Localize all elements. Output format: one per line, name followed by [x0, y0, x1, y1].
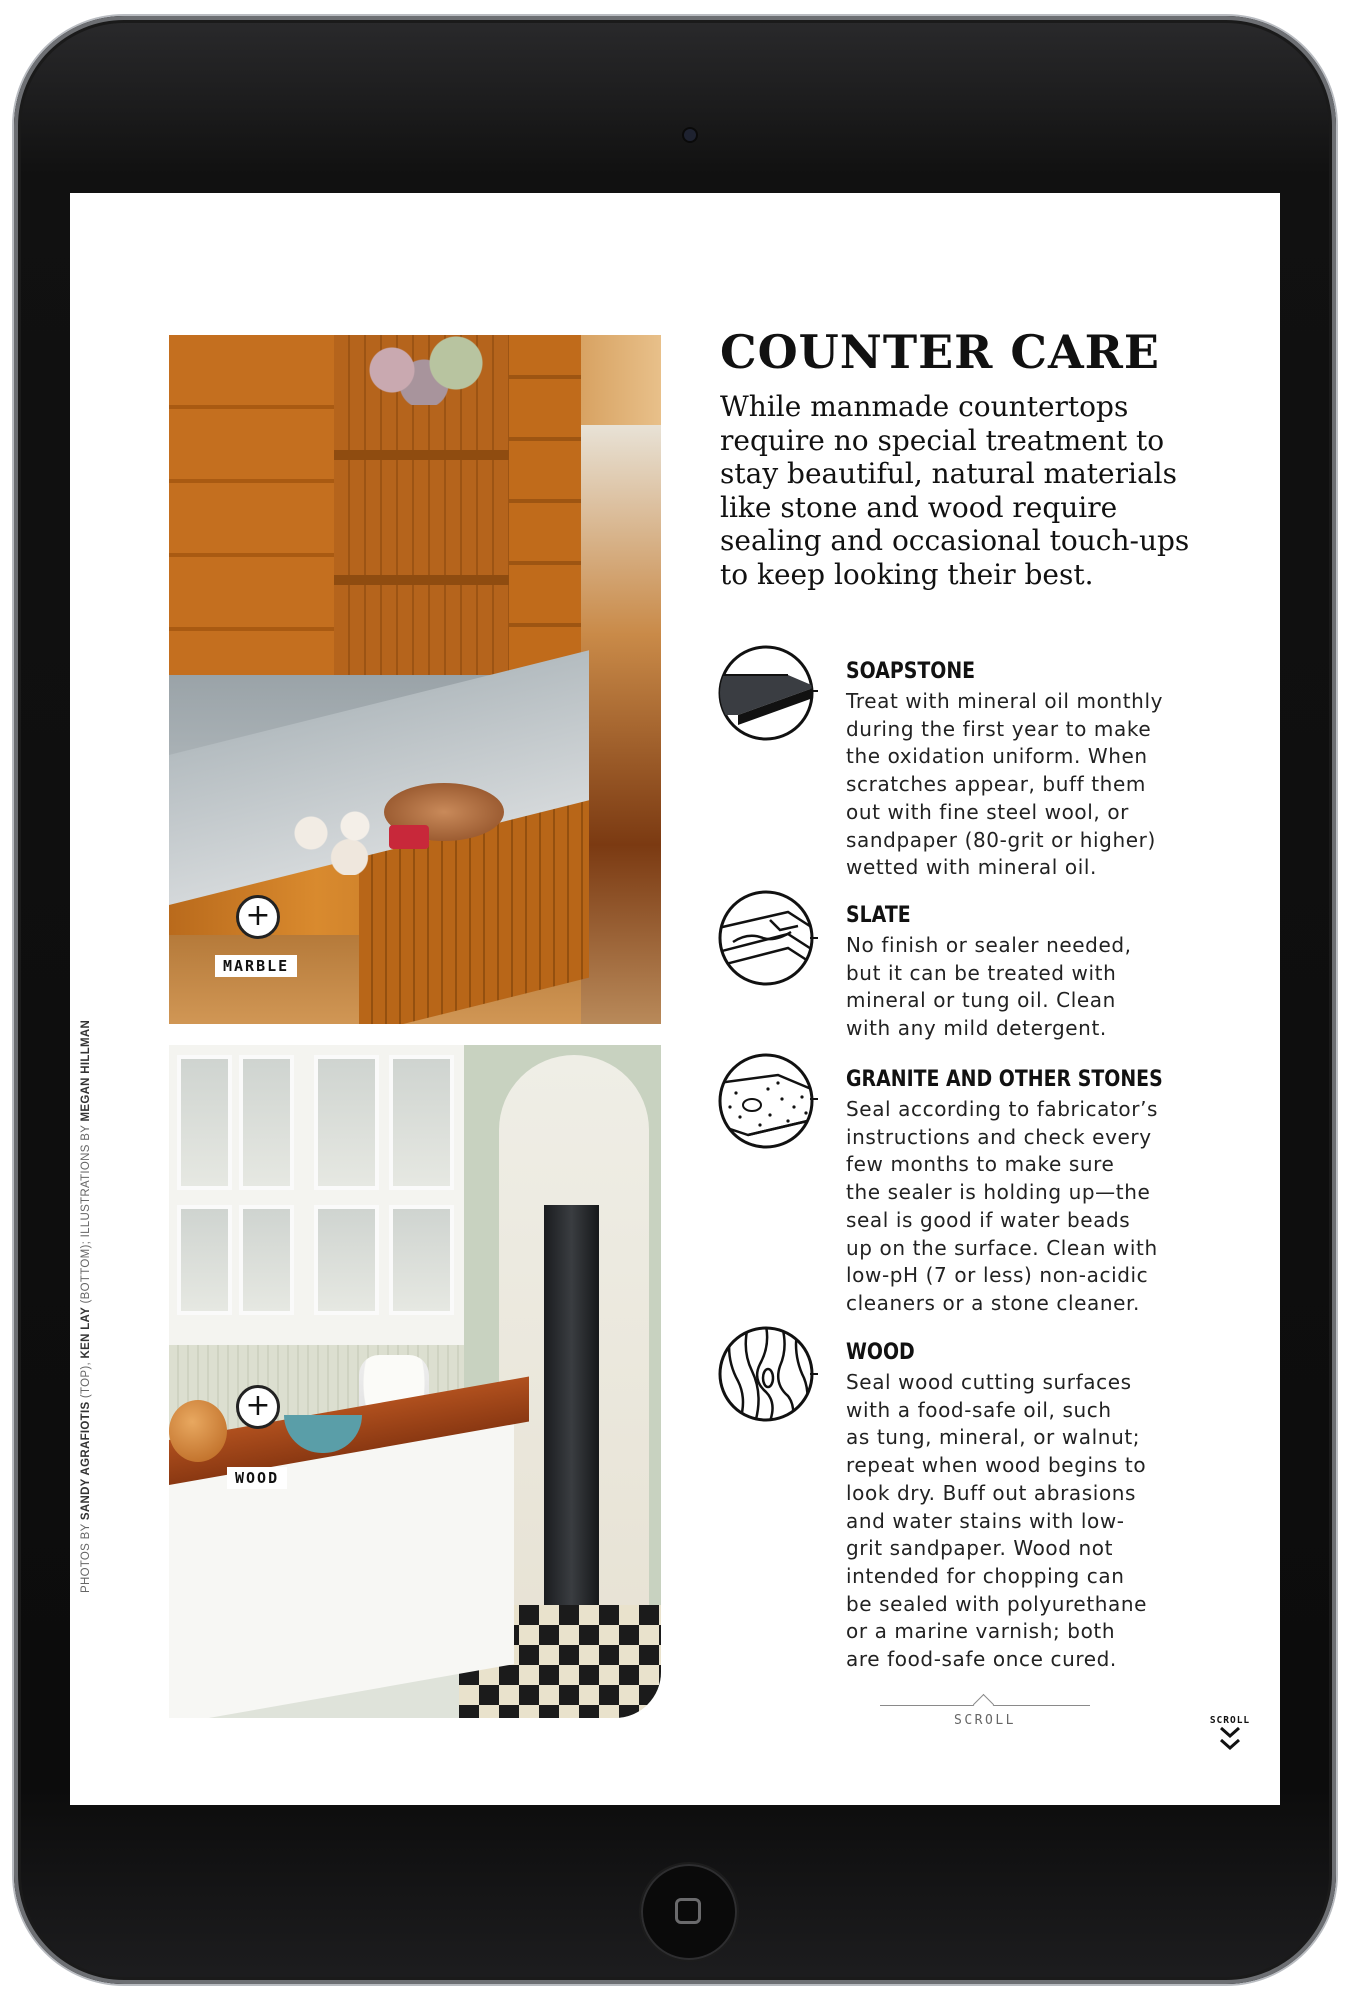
magazine-page — [70, 193, 1280, 1805]
caret-up-icon — [973, 1694, 994, 1715]
home-square-icon — [675, 1898, 701, 1924]
granite-text: Seal according to fabricator’s instructions and check every few months to make sure the sealer is holding up—the seal is good if water beads up on the surface. Clean with low-pH (7 or less) non-acidic cleaners or a stone cleaner. — [846, 1097, 1159, 1315]
marble-label: MARBLE — [215, 955, 297, 977]
scroll-label: SCROLL — [954, 1713, 1016, 1728]
slate-heading: SLATE — [846, 903, 911, 928]
photo-credit: PHOTOS BY SANDY AGRAFIOTIS (TOP), KEN LAY (BOTTOM); ILLUSTRATIONS BY MEGAN HILLMAN — [80, 1019, 92, 1593]
wood-plus-button[interactable]: + — [236, 1385, 280, 1429]
wood-text: Seal wood cutting surfaces with a food-safe oil, such as tung, mineral, or walnut; repeat when wood begins to look dry. Buff out abrasions and water stains with low- grit sandpaper. Wood not intended for chopping can be sealed with polyurethane or a marine varnish; both are food-safe once cured. — [846, 1370, 1148, 1672]
wood-grain-icon — [718, 1326, 818, 1426]
wood-label: WOOD — [227, 1467, 287, 1489]
scroll-button-label: SCROLL — [1209, 1715, 1251, 1726]
slate-text: No finish or sealer needed, but it can be treated with mineral or tung oil. Clean with any mild detergent. — [846, 933, 1132, 1041]
wood-heading: WOOD — [846, 1340, 915, 1365]
chevron-down-icon — [1219, 1738, 1241, 1750]
chevron-down-icon — [1219, 1726, 1241, 1738]
front-camera — [684, 129, 696, 141]
marble-kitchen-photo — [169, 335, 661, 1024]
soapstone-text: Treat with mineral oil monthly during the first year to make the oxidation uniform. When scratches appear, buff them out with fine steel wool, or sandpaper (80-grit or higher) wetted with mineral oil. — [846, 689, 1164, 880]
granite-heading: GRANITE AND OTHER STONES — [846, 1067, 1163, 1092]
marble-plus-button[interactable]: + — [236, 895, 280, 939]
scroll-indicator[interactable] — [880, 1693, 1090, 1733]
granite-icon — [718, 1053, 818, 1153]
scroll-button[interactable] — [1205, 1715, 1255, 1765]
soapstone-icon — [718, 645, 818, 745]
slate-icon — [718, 890, 818, 990]
page-title: COUNTER CARE — [720, 325, 1160, 379]
wood-kitchen-photo — [169, 1045, 661, 1718]
intro-paragraph: While manmade countertops require no special treatment to stay beautiful, natural materials like stone and wood require sealing and occasional touch-ups to keep looking their best. — [720, 390, 1190, 591]
home-button[interactable] — [641, 1864, 737, 1960]
soapstone-heading: SOAPSTONE — [846, 659, 976, 684]
